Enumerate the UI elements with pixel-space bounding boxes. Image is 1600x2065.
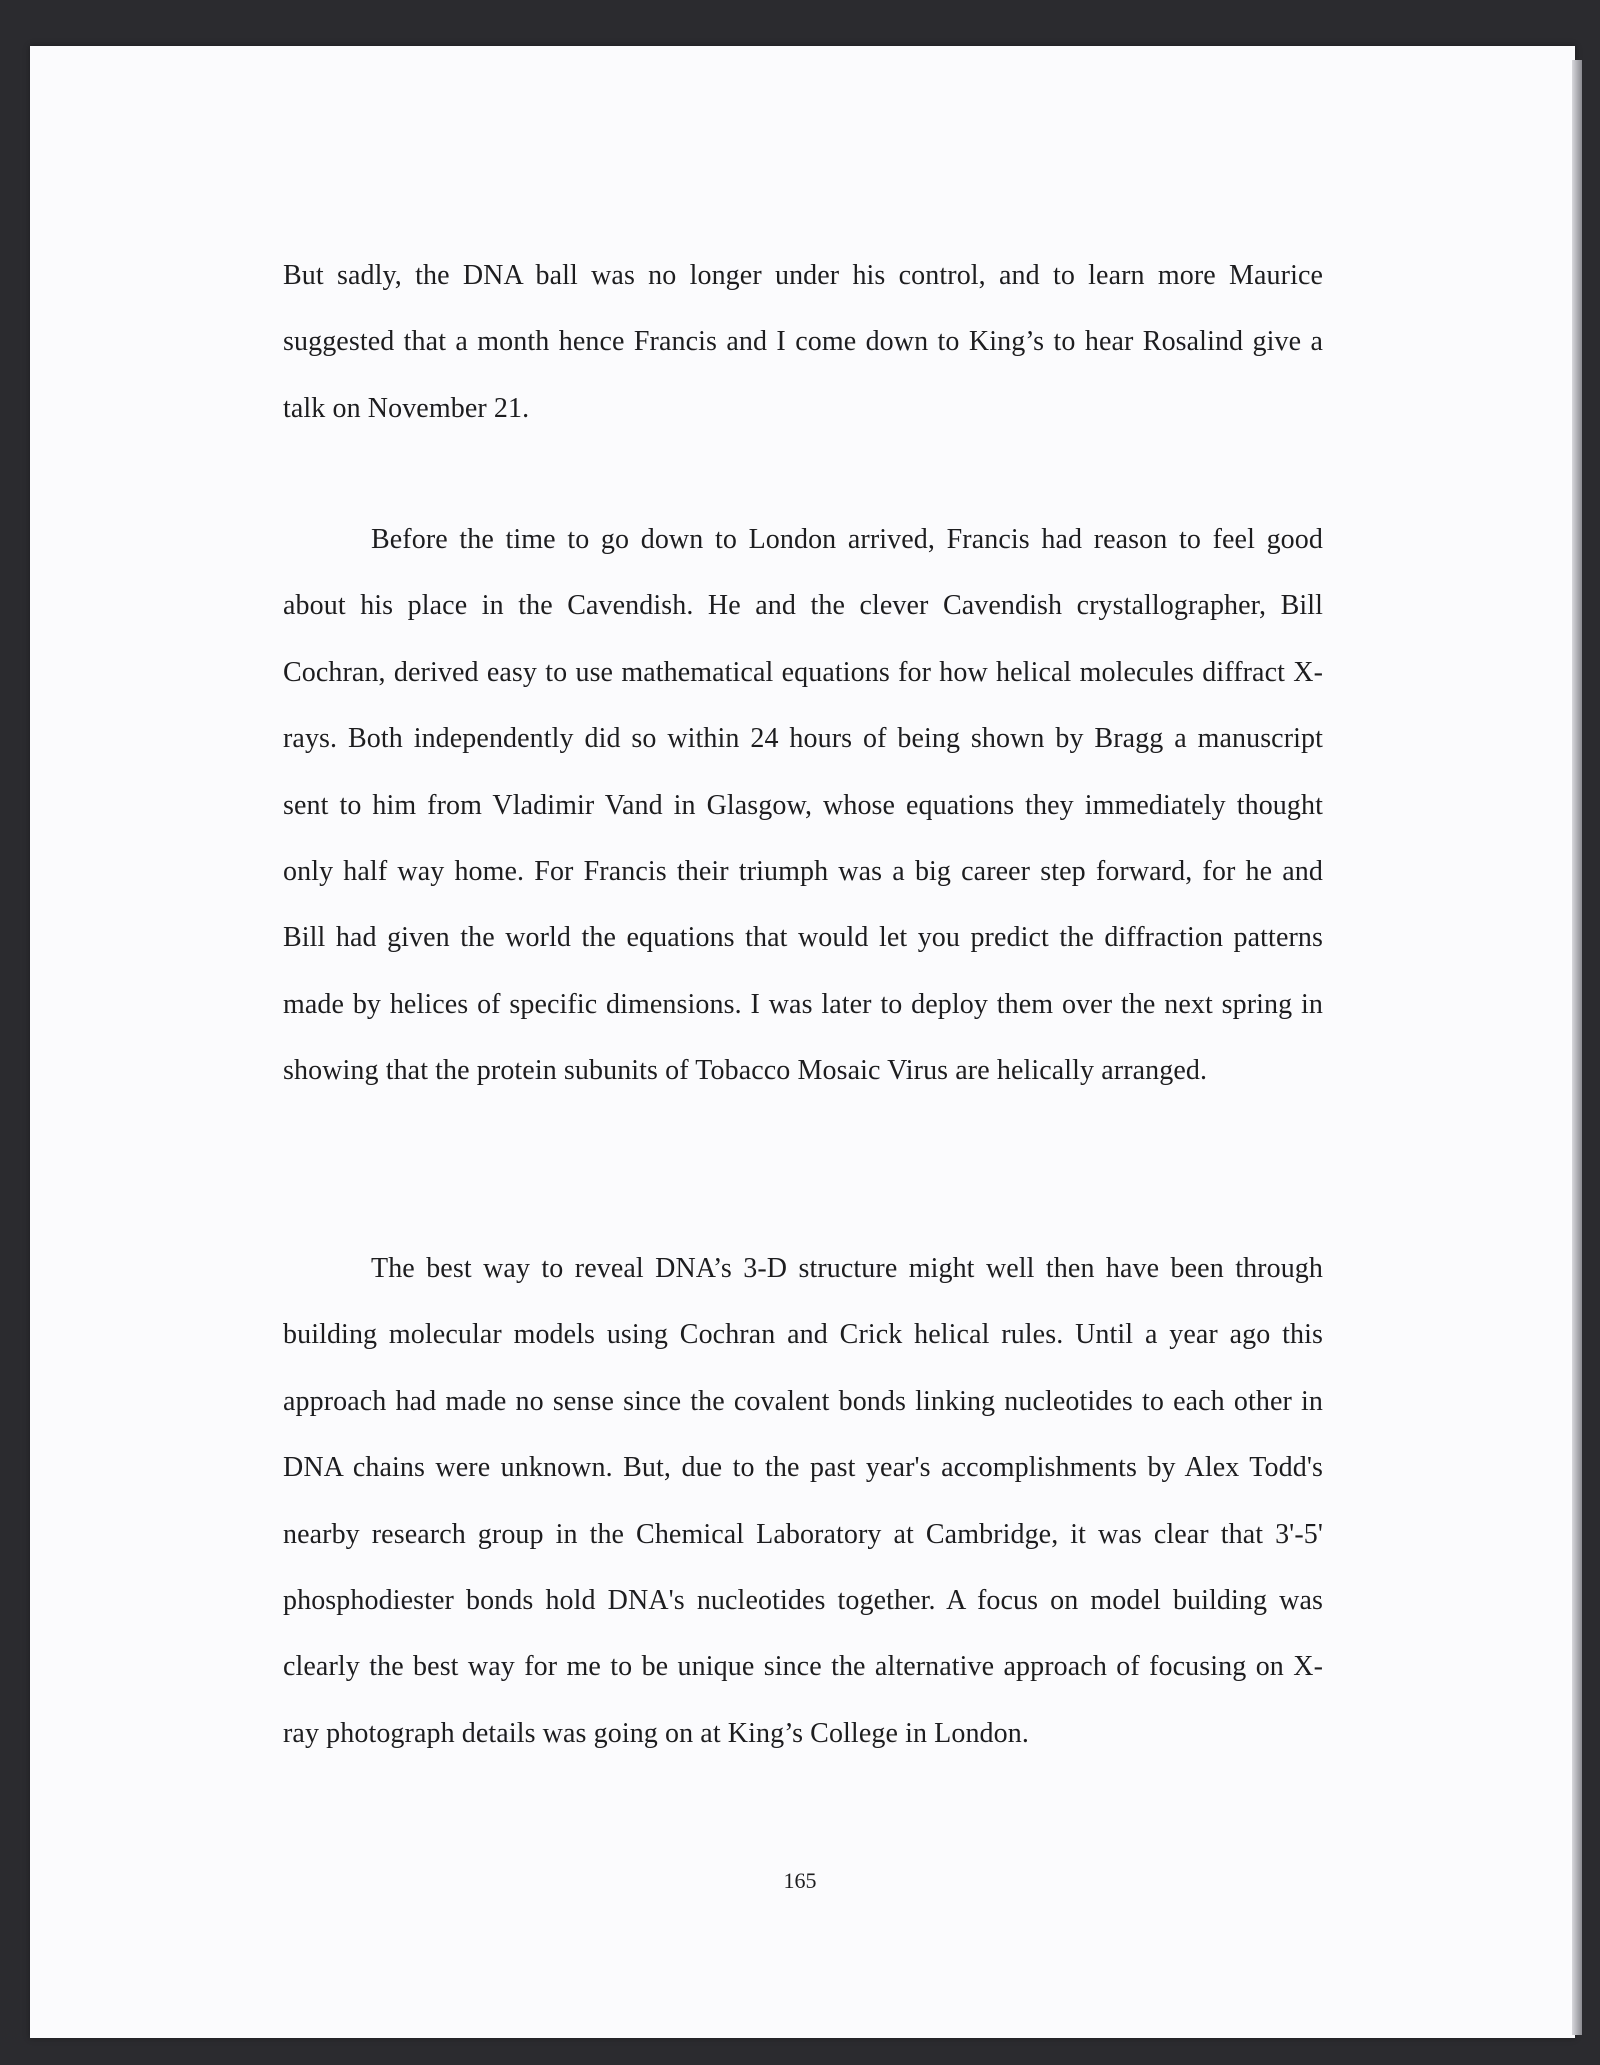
page-edge xyxy=(1572,60,1582,2035)
page-number: 165 xyxy=(783,1868,817,1893)
paragraph-2: Before the time to go down to London arrived, Francis had reason to feel good about his place in the Cavendish. He and the clever Cavendish crystallographer, Bill Cochran, derived easy to use mathematical equations for how helical molecules diffract X-rays. Both independently did so within 24 hours of being shown by Bragg a manuscript sent to him from Vladimir Vand in Glasgow, whose equations they immediately thought only half way home. For Francis their triumph was a big career step forward, for he and Bill had given the world the equations that would let you predict the diffraction patterns made by helices of specific dimensions. I was later to deploy them over the next spring in showing that the protein subunits of Tobacco Mosaic Virus are helically arranged. xyxy=(283,524,1323,1087)
paragraph-1: But sadly, the DNA ball was no longer under his control, and to learn more Maurice suggested that a month hence Francis and I come down to King’s to hear Rosalind give a talk on November 21. xyxy=(283,260,1323,424)
paragraph-3: The best way to reveal DNA’s 3-D structure might well then have been through building molecular models using Cochran and Crick helical rules. Until a year ago this approach had made no sense since the covalent bonds linking nucleotides to each other in DNA chains were unknown. But, due to the past year's accomplishments by Alex Todd's nearby research group in the Chemical Laboratory at Cambridge, it was clear that 3'-5' phosphodiester bonds hold DNA's nucleotides together. A focus on model building was clearly the best way for me to be unique since the alternative approach of focusing on X-ray photograph details was going on at King’s College in London. xyxy=(283,1253,1323,1749)
